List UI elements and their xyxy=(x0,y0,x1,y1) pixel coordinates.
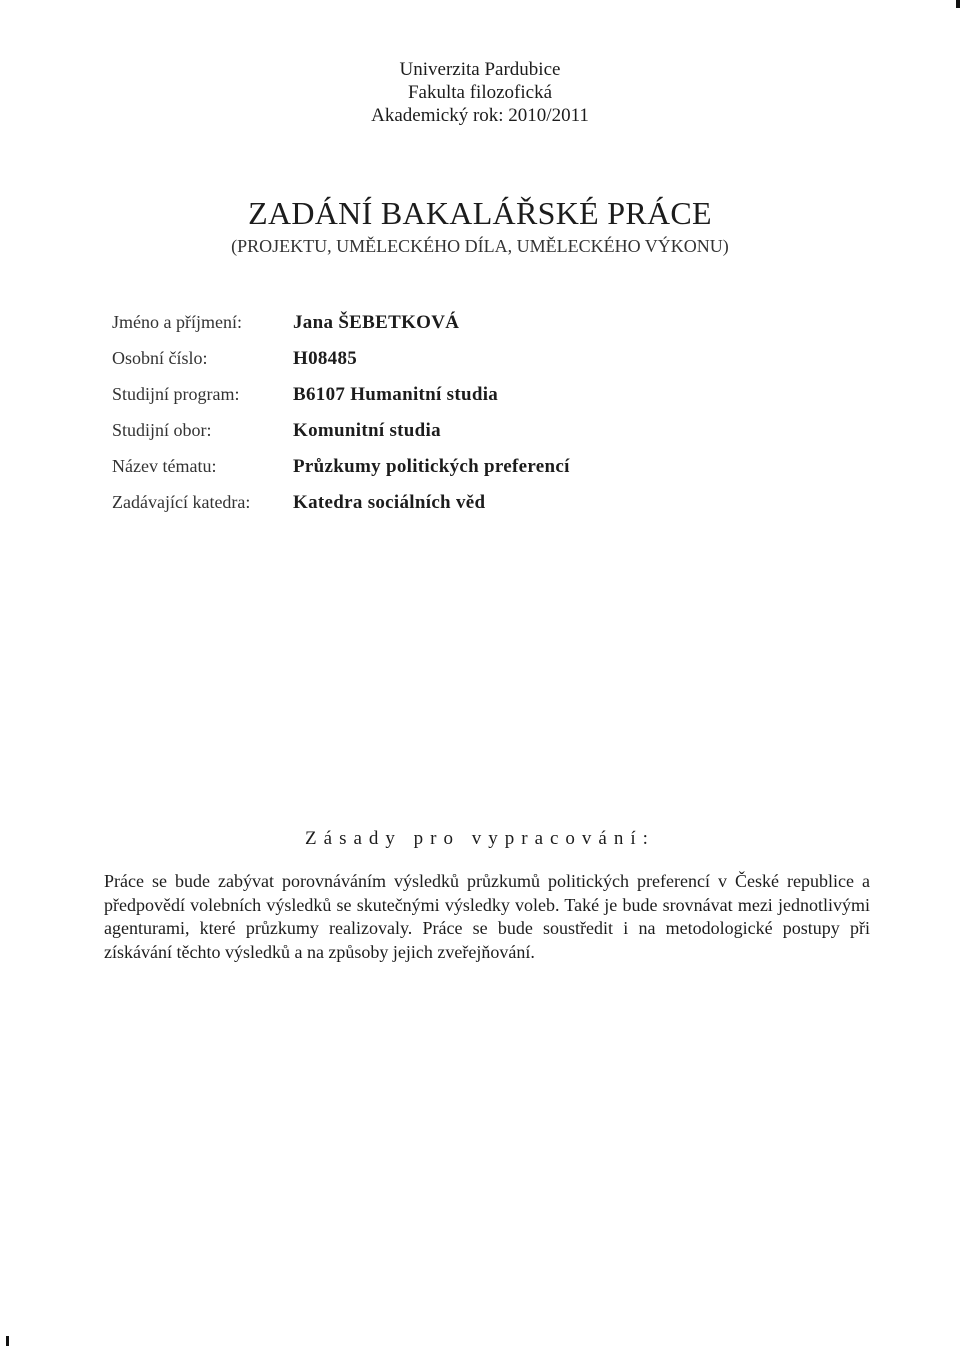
scan-mark xyxy=(956,0,960,8)
field-label: Zadávající katedra: xyxy=(112,492,251,512)
field-row xyxy=(112,456,570,492)
field-label: Název tématu: xyxy=(112,456,217,476)
guidelines-text: Práce se bude zabývat porovnáváním výsledků průzkumů politických preferencí v České republice a předpovědí volebních výsledků se skutečnými výsledky voleb. Také je bude srovnávat mezi jednotlivými agenturami, které průzkumy realizovaly. Práce se bude soustředit i na metodologické postupy při získávání těchto výsledků a na způsoby jejich zveřejňování. xyxy=(104,871,870,962)
document-subtitle: (PROJEKTU, UMĚLECKÉHO DÍLA, UMĚLECKÉHO VÝKONU) xyxy=(231,236,729,256)
university-name: Univerzita Pardubice xyxy=(399,59,561,80)
field-row xyxy=(112,384,570,420)
guidelines-heading: Zásady pro vypracování: xyxy=(305,828,655,849)
field-value: Katedra sociálních věd xyxy=(293,492,486,513)
field-value: Jana ŠEBETKOVÁ xyxy=(293,312,460,333)
field-row xyxy=(112,312,570,348)
field-label: Studijní obor: xyxy=(112,420,212,440)
field-value: Komunitní studia xyxy=(293,420,441,441)
field-value: H08485 xyxy=(293,348,358,369)
field-value: B6107 Humanitní studia xyxy=(293,384,499,405)
field-label: Jméno a příjmení: xyxy=(112,312,242,332)
field-value: Průzkumy politických preferencí xyxy=(293,456,570,477)
field-row xyxy=(112,348,570,384)
student-info xyxy=(112,312,570,528)
document-header xyxy=(0,58,960,127)
field-label: Studijní program: xyxy=(112,384,240,404)
field-label: Osobní číslo: xyxy=(112,348,208,368)
field-row xyxy=(112,492,570,528)
faculty-name: Fakulta filozofická xyxy=(407,82,553,103)
academic-year: Akademický rok: 2010/2011 xyxy=(371,105,589,126)
field-row xyxy=(112,420,570,456)
scan-mark xyxy=(6,1336,9,1346)
document-title: ZADÁNÍ BAKALÁŘSKÉ PRÁCE xyxy=(248,195,712,231)
